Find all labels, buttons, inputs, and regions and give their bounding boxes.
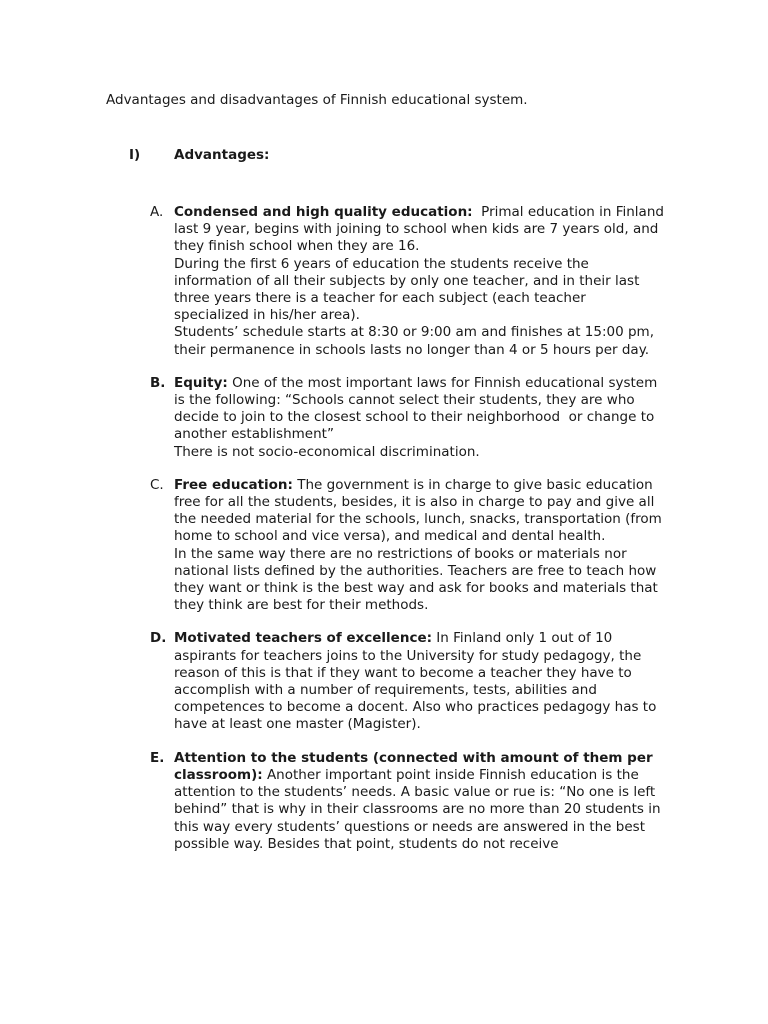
item-marker: E. xyxy=(150,749,165,766)
section-heading xyxy=(129,146,269,164)
item-title: Equity: xyxy=(174,374,228,391)
item-marker: D. xyxy=(150,630,167,647)
item-marker: A. xyxy=(150,204,164,220)
list-item-b xyxy=(150,374,664,461)
document-title: Advantages and disadvantages of Finnish educational system. xyxy=(106,92,528,108)
item-title: Free education: xyxy=(174,476,293,493)
item-title: Attention to the students (connected with amount of them per classroom): xyxy=(174,749,653,783)
item-paragraph: There is not socio-economical discrimination. xyxy=(174,443,480,460)
item-marker: B. xyxy=(150,374,166,391)
item-text: Primal education in Finland last 9 year, begins with joining to school when kids are 7 years old, and they finish school when they are 16. xyxy=(174,204,669,255)
list-item-e xyxy=(150,749,665,853)
list-item-a xyxy=(150,204,669,359)
item-text: The government is in charge to give basic education free for all the students, besides, it is also in charge to pay and give all the needed material for the schools, lunch, snacks, transportation (from home to school and vice versa), and medical and dental health. xyxy=(174,476,667,545)
item-marker: C. xyxy=(150,476,164,493)
item-text: In Finland only 1 out of 10 aspirants for teachers joins to the University for study pedagogy, the reason of this is that if they want to become a teacher they have to accomplish with a number of requirements, tests, abilities and competences to become a docent. Also who practices pedagogy has to have at least one master (Magister). xyxy=(174,630,661,733)
advantages-list xyxy=(150,204,669,869)
list-item-c xyxy=(150,476,667,615)
item-title: Motivated teachers of excellence: xyxy=(174,630,433,647)
item-paragraph: Students’ schedule starts at 8:30 or 9:00 am and finishes at 15:00 pm, their permanence in schools lasts no longer than 4 or 5 hours per day. xyxy=(174,324,654,358)
item-text: Another important point inside Finnish education is the attention to the students’ needs. A basic value or rue is: “No one is left behind” that is why in their classrooms are no more than 20 students in this way every students’ questions or needs are answered in the best possible way. Besides that point, students do not receive xyxy=(174,766,665,852)
item-text: One of the most important laws for Finnish educational system is the following: “Schools cannot select their students, they are who decide to join to the closest school to their neighborhood or change to another establishment” xyxy=(174,374,662,443)
list-item-d xyxy=(150,630,664,733)
item-paragraph: During the first 6 years of education the students receive the information of all their subjects by only one teacher, and in their last three years there is a teacher for each subject (each teacher specialized in his/her area). xyxy=(174,255,640,324)
section-title: Advantages: xyxy=(174,147,270,163)
section-number: I) xyxy=(129,147,141,163)
item-paragraph: In the same way there are no restrictions of books or materials nor national lists defined by the authorities. Teachers are free to teach how they want or think is the best way and ask for books and materials that they think are best for their methods. xyxy=(174,545,658,614)
item-title: Condensed and high quality education: xyxy=(174,204,473,220)
